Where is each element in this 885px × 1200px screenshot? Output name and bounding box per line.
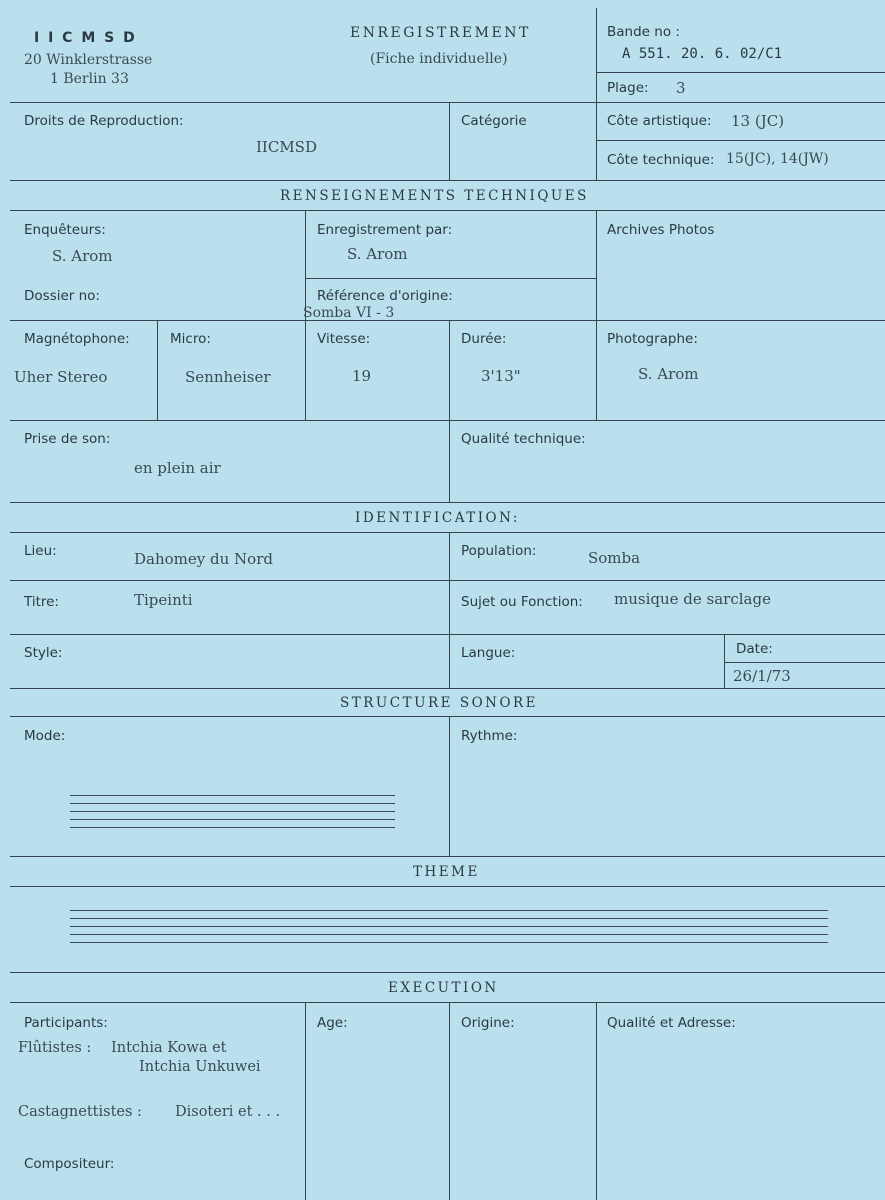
vline-micro-left [157,320,158,420]
form-subtitle: (Fiche individuelle) [370,51,508,67]
rule-prise-bottom [10,502,885,503]
sujet-value: musique de sarclage [614,590,771,608]
titre-value: Tipeinti [134,591,193,609]
vline-origine-left [449,1002,450,1200]
vline-archives-left [596,210,597,420]
prise-value: en plein air [134,459,221,477]
duree-value: 3'13" [481,367,521,385]
age-label: Age: [317,1015,348,1031]
staff-line [70,803,395,804]
langue-label: Langue: [461,645,516,661]
rule-date-split [724,662,885,663]
staff-line [70,811,395,812]
section-identification-title: IDENTIFICATION: [355,510,520,526]
rule-style-bottom [10,688,885,689]
cote-technique-label: Côte technique: [607,152,715,168]
rule-plage-top [596,72,885,73]
castagnettistes-label: Castagnettistes : [18,1104,142,1120]
staff-line [70,819,395,820]
participants-label: Participants: [24,1015,108,1031]
rule-mode-bottom [10,856,885,857]
photographe-label: Photographe: [607,331,698,347]
micro-value: Sennheiser [185,368,271,386]
staff-line [70,942,828,943]
vline-date-left [724,634,725,688]
qualite-technique-label: Qualité technique: [461,431,586,447]
flutistes-label: Flûtistes : [18,1040,92,1056]
reference-label: Référence d'origine: [317,288,453,304]
rule-rights-bottom [10,180,885,181]
enqueteurs-value: S. Arom [52,247,113,265]
rule-theme-bottom [10,972,885,973]
staff-line [70,926,828,927]
prise-label: Prise de son: [24,431,111,447]
origine-label: Origine: [461,1015,515,1031]
cote-technique-value: 15(JC), 14(JW) [726,151,829,167]
cote-artistique-value: 13 (JC) [731,112,785,130]
flutistes-line1: Intchia Kowa et [111,1040,227,1056]
plage-value: 3 [676,79,686,97]
population-label: Population: [461,543,537,559]
rule-enqueteurs-bottom [10,320,885,321]
vline-structure-mid [449,716,450,856]
rule-reference-top [305,278,596,279]
population-value: Somba [588,549,641,567]
qualite-adresse-label: Qualité et Adresse: [607,1015,736,1031]
address-line1: 20 Winklerstrasse [24,52,153,68]
form-title: ENREGISTREMENT [350,25,531,41]
magnetophone-label: Magnétophone: [24,331,130,347]
reference-value: Somba VI - 3 [303,305,395,321]
vline-categorie-right [596,102,597,180]
castagnettistes-value: Disoteri et . . . [175,1104,281,1120]
vline-age-left [305,1002,306,1200]
droits-label: Droits de Reproduction: [24,113,184,129]
lieu-value: Dahomey du Nord [134,550,273,568]
vline-qualite-adresse-left [596,1002,597,1200]
lieu-label: Lieu: [24,543,57,559]
staff-line [70,934,828,935]
address-line2: 1 Berlin 33 [50,71,129,87]
rule-theme-title-bottom [10,886,885,887]
staff-line [70,910,828,911]
vline-categorie-left [449,102,450,180]
vitesse-label: Vitesse: [317,331,371,347]
dossier-label: Dossier no: [24,288,100,304]
bande-value: A 551. 20. 6. 02/C1 [622,46,783,62]
rule-exec-title-bottom [10,1002,885,1003]
flutistes-line2: Intchia Unkuwei [139,1059,261,1075]
section-theme-title: THEME [413,864,480,880]
rule-titre-bottom [10,634,885,635]
enregistrement-par-value: S. Arom [347,245,408,263]
categorie-label: Catégorie [461,113,527,129]
rule-tech-title-bottom [10,210,885,211]
rule-ident-title-bottom [10,532,885,533]
vline-qualite-left [449,420,450,502]
archives-label: Archives Photos [607,222,715,238]
date-label: Date: [736,641,773,657]
style-label: Style: [24,645,63,661]
enqueteurs-label: Enquêteurs: [24,222,106,238]
section-execution-title: EXECUTION [388,980,499,996]
rule-lieu-bottom [10,580,885,581]
bande-label: Bande no : [607,24,680,40]
rythme-label: Rythme: [461,728,518,744]
vline-header [596,8,597,102]
mode-label: Mode: [24,728,66,744]
rule-structure-title-bottom [10,716,885,717]
sujet-label: Sujet ou Fonction: [461,594,583,610]
rule-header-bottom [10,102,885,103]
plage-label: Plage: [607,80,649,96]
enregistrement-par-label: Enregistrement par: [317,222,453,238]
photographe-value: S. Arom [638,365,699,383]
staff-line [70,795,395,796]
staff-line [70,918,828,919]
cote-artistique-label: Côte artistique: [607,113,712,129]
rule-cote-split [596,140,885,141]
date-value: 26/1/73 [733,667,791,685]
micro-label: Micro: [170,331,211,347]
org-name: I I C M S D [34,30,137,46]
section-structure-title: STRUCTURE SONORE [340,695,539,711]
titre-label: Titre: [24,594,59,610]
rule-equipment-bottom [10,420,885,421]
vitesse-value: 19 [352,367,372,385]
vline-ident-mid [449,532,450,688]
duree-label: Durée: [461,331,507,347]
vline-duree-left [449,320,450,420]
staff-line [70,827,395,828]
magnetophone-value: Uher Stereo [14,368,108,386]
compositeur-label: Compositeur: [24,1156,115,1172]
droits-value: IICMSD [256,138,317,156]
section-technical-title: RENSEIGNEMENTS TECHNIQUES [280,188,589,204]
